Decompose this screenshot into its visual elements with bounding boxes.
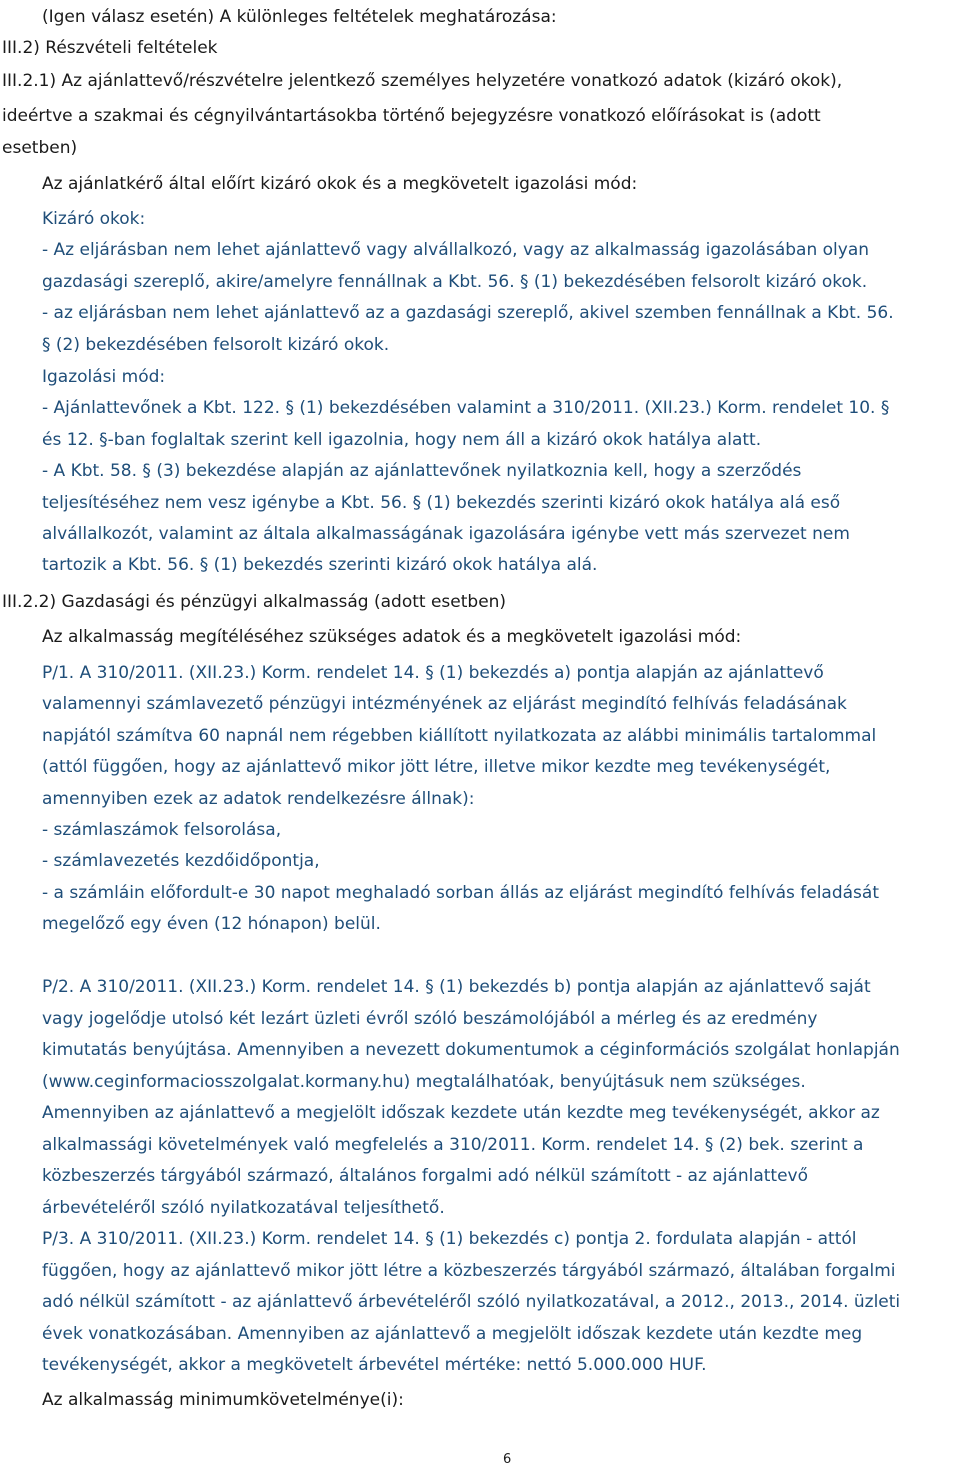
paragraph-line: tevékenységét, akkor a megkövetelt árbevétel mértéke: nettó 5.000.000 HUF.: [42, 1355, 707, 1375]
paragraph-line: évek vonatkozásában. Amennyiben az ajánlattevő a megjelölt időszak kezdete után kezdte meg: [42, 1324, 863, 1344]
paragraph-line: napjától számítva 60 napnál nem régebben kiállított nyilatkozata az alábbi minimális tartalommal: [42, 726, 877, 746]
paragraph-line: (attól függően, hogy az ajánlattevő mikor jött létre, illetve mikor kezdte meg tevékenységét,: [42, 757, 831, 777]
paragraph-line: - számlaszámok felsorolása,: [42, 820, 282, 840]
paragraph-line: közbeszerzés tárgyából származó, általános forgalmi adó nélkül számított - az ajánlattevő: [42, 1166, 809, 1186]
paragraph-line: teljesítéséhez nem vesz igénybe a Kbt. 56. § (1) bekezdés szerinti kizáró okok hatálya alá eső: [42, 493, 841, 513]
special-conditions-line: (Igen válasz esetén) A különleges feltételek meghatározása:: [42, 7, 557, 27]
paragraph-line: függően, hogy az ajánlattevő mikor jött létre a közbeszerzés tárgyából származó, általában forgalmi: [42, 1261, 896, 1281]
paragraph-line: P/2. A 310/2011. (XII.23.) Korm. rendelet 14. § (1) bekezdés b) pontja alapján az ajánlattevő saját: [42, 977, 871, 997]
paragraph-line: Amennyiben az ajánlattevő a megjelölt időszak kezdete után kezdte meg tevékenységét, akkor az: [42, 1103, 880, 1123]
section-heading-iii-2-1-cont: ideértve a szakmai és cégnyilvántartásokba történő bejegyzésre vonatkozó előírásokat is (adott: [2, 106, 821, 126]
exclusion-grounds-subheading: Az ajánlatkérő által előírt kizáró okok és a megkövetelt igazolási mód:: [42, 174, 638, 194]
paragraph-line: tartozik a Kbt. 56. § (1) bekezdés szerinti kizáró okok hatálya alá.: [42, 555, 598, 575]
section-heading-iii-2-1-cont: esetben): [2, 138, 78, 158]
section-heading-iii-2: III.2) Részvételi feltételek: [2, 38, 218, 58]
paragraph-line: - A Kbt. 58. § (3) bekezdése alapján az ajánlattevőnek nyilatkoznia kell, hogy a szerződés: [42, 461, 802, 481]
section-heading-iii-2-1: III.2.1) Az ajánlattevő/részvételre jelentkező személyes helyzetére vonatkozó adatok (kizáró okok),: [2, 71, 843, 91]
paragraph-line: - a számláin előfordult-e 30 napot meghaladó sorban állás az eljárást megindító felhívás feladását: [42, 883, 880, 903]
paragraph-line: Igazolási mód:: [42, 367, 166, 387]
paragraph-line: kimutatás benyújtása. Amennyiben a nevezett dokumentumok a céginformációs szolgálat honlapján: [42, 1040, 900, 1060]
paragraph-line: árbevételéről szóló nyilatkozatával teljesíthető.: [42, 1198, 445, 1218]
suitability-subheading: Az alkalmasság megítéléséhez szükséges adatok és a megkövetelt igazolási mód:: [42, 627, 742, 647]
paragraph-line: Kizáró okok:: [42, 209, 146, 229]
paragraph-line: P/3. A 310/2011. (XII.23.) Korm. rendelet 14. § (1) bekezdés c) pontja 2. fordulata alapján - attól: [42, 1229, 857, 1249]
paragraph-line: P/1. A 310/2011. (XII.23.) Korm. rendelet 14. § (1) bekezdés a) pontja alapján az ajánlattevő: [42, 663, 824, 683]
paragraph-line: § (2) bekezdésében felsorolt kizáró okok.: [42, 335, 390, 355]
paragraph-line: - Az eljárásban nem lehet ajánlattevő vagy alvállalkozó, vagy az alkalmasság igazolásában olyan: [42, 240, 870, 260]
paragraph-line: adó nélkül számított - az ajánlattevő árbevételéről szóló nyilatkozatával, a 2012., 2013., 2014. üzleti: [42, 1292, 901, 1312]
paragraph-line: és 12. §-ban foglaltak szerint kell igazolnia, hogy nem áll a kizáró okok hatálya alatt.: [42, 430, 762, 450]
paragraph-line: valamennyi számlavezető pénzügyi intézményének az eljárást megindító felhívás feladásának: [42, 694, 847, 714]
paragraph-line: amennyiben ezek az adatok rendelkezésre állnak):: [42, 789, 475, 809]
paragraph-line: gazdasági szereplő, akire/amelyre fennállnak a Kbt. 56. § (1) bekezdésében felsorolt kizáró okok.: [42, 272, 868, 292]
paragraph-line: - számlavezetés kezdőidőpontja,: [42, 851, 320, 871]
paragraph-line: (www.ceginformaciosszolgalat.kormany.hu) megtalálhatóak, benyújtásuk nem szükséges.: [42, 1072, 806, 1092]
minimum-requirements-heading: Az alkalmasság minimumkövetelménye(i):: [42, 1390, 404, 1410]
paragraph-line: alvállalkozót, valamint az általa alkalmasságának igazolására igénybe vett más szervezet nem: [42, 524, 850, 544]
page-number: 6: [503, 1452, 512, 1467]
paragraph-line: alkalmassági követelmények való megfelelés a 310/2011. Korm. rendelet 14. § (2) bek. szerint a: [42, 1135, 864, 1155]
paragraph-line: - az eljárásban nem lehet ajánlattevő az a gazdasági szereplő, akivel szemben fennállnak a Kbt. 56.: [42, 303, 894, 323]
paragraph-line: - Ajánlattevőnek a Kbt. 122. § (1) bekezdésében valamint a 310/2011. (XII.23.) Korm. rendelet 10. §: [42, 398, 890, 418]
paragraph-line: megelőző egy éven (12 hónapon) belül.: [42, 914, 381, 934]
section-heading-iii-2-2: III.2.2) Gazdasági és pénzügyi alkalmasság (adott esetben): [2, 592, 507, 612]
paragraph-line: vagy jogelődje utolsó két lezárt üzleti évről szóló beszámolójából a mérleg és az eredmény: [42, 1009, 818, 1029]
